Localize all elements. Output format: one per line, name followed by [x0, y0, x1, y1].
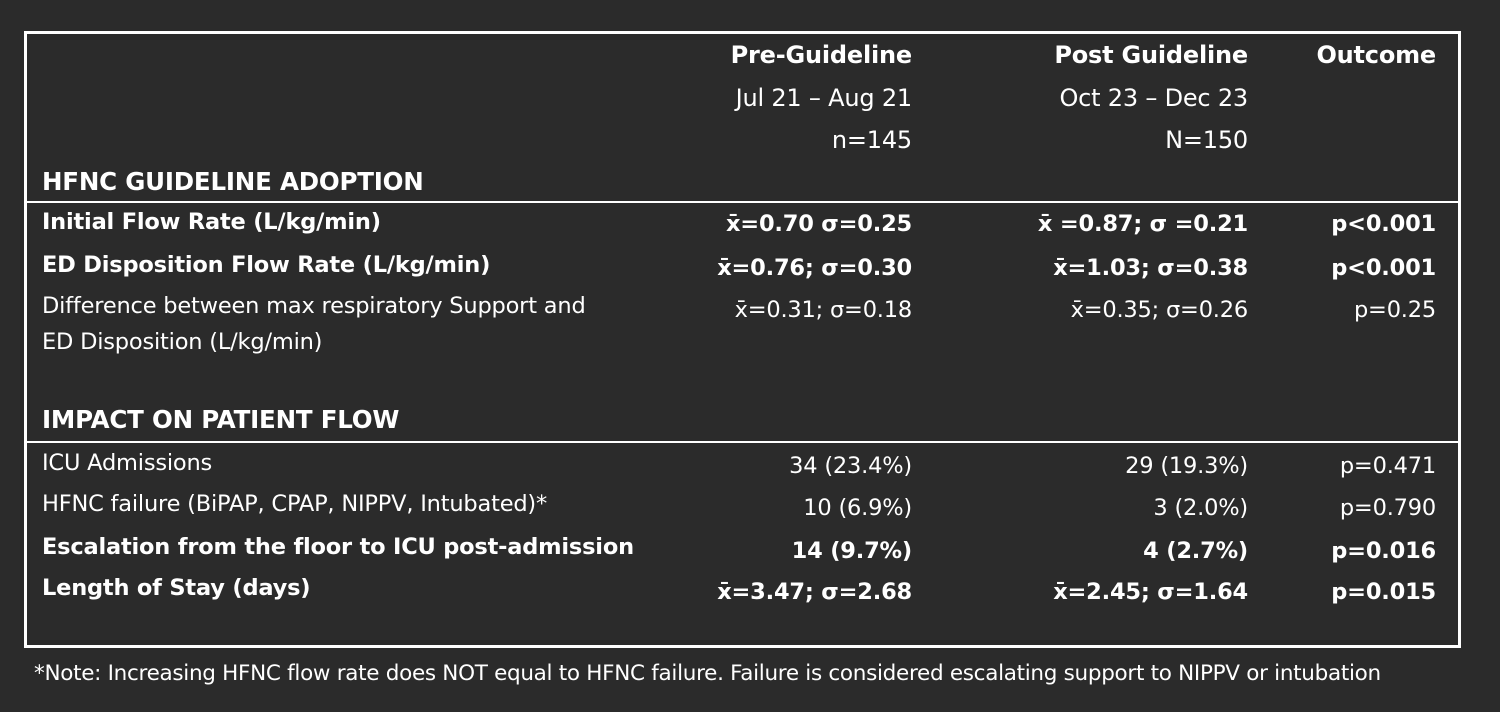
- pre-guideline-header: Pre-Guideline: [730, 41, 912, 69]
- pre-guideline-dates: Jul 21 – Aug 21: [735, 84, 912, 112]
- results-table: [24, 31, 1461, 648]
- pre-value: x̄=0.31; σ=0.18: [734, 297, 912, 323]
- post-value: x̄=1.03; σ=0.38: [1053, 255, 1248, 281]
- post-value: x̄=2.45; σ=1.64: [1053, 579, 1248, 605]
- outcome-value: p=0.25: [1353, 297, 1436, 323]
- post-guideline-dates: Oct 23 – Dec 23: [1059, 84, 1248, 112]
- pre-guideline-n: n=145: [831, 126, 912, 154]
- outcome-header: Outcome: [1316, 41, 1436, 69]
- outcome-value: p<0.001: [1331, 211, 1436, 237]
- row-label: Escalation from the floor to ICU post-admission: [42, 534, 634, 560]
- row-label-line1: Difference between max respiratory Support and: [42, 293, 586, 319]
- post-value: 3 (2.0%): [1153, 495, 1248, 521]
- pre-value: x̄=0.70 σ=0.25: [725, 211, 912, 237]
- post-guideline-header: Post Guideline: [1054, 41, 1248, 69]
- pre-value: 14 (9.7%): [791, 538, 912, 564]
- outcome-value: p=0.016: [1331, 538, 1436, 564]
- pre-value: x̄=0.76; σ=0.30: [717, 255, 912, 281]
- pre-value: 10 (6.9%): [803, 495, 912, 521]
- post-guideline-n: N=150: [1165, 126, 1248, 154]
- pre-value: x̄=3.47; σ=2.68: [717, 579, 912, 605]
- post-value: 4 (2.7%): [1143, 538, 1248, 564]
- post-value: x̄=0.35; σ=0.26: [1070, 297, 1248, 323]
- outcome-value: p=0.471: [1339, 453, 1436, 479]
- section-heading-guideline-adoption: HFNC GUIDELINE ADOPTION: [42, 167, 424, 196]
- row-label-line2: ED Disposition (L/kg/min): [42, 329, 323, 355]
- outcome-value: p=0.015: [1331, 579, 1436, 605]
- section-heading-patient-flow: IMPACT ON PATIENT FLOW: [42, 405, 400, 434]
- row-label: Length of Stay (days): [42, 575, 311, 601]
- footnote: *Note: Increasing HFNC flow rate does NOT equal to HFNC failure. Failure is considered escalating support to NIPPV or intubation: [34, 661, 1381, 686]
- row-label: ED Disposition Flow Rate (L/kg/min): [42, 252, 491, 278]
- post-value: x̄ =0.87; σ =0.21: [1037, 211, 1248, 237]
- row-label: HFNC failure (BiPAP, CPAP, NIPPV, Intubated)*: [42, 491, 548, 517]
- outcome-value: p=0.790: [1339, 495, 1436, 521]
- section-divider: [27, 441, 1458, 443]
- row-label: Initial Flow Rate (L/kg/min): [42, 209, 381, 235]
- section-divider: [27, 201, 1458, 203]
- pre-value: 34 (23.4%): [789, 453, 912, 479]
- post-value: 29 (19.3%): [1125, 453, 1248, 479]
- outcome-value: p<0.001: [1331, 255, 1436, 281]
- row-label: ICU Admissions: [42, 450, 213, 476]
